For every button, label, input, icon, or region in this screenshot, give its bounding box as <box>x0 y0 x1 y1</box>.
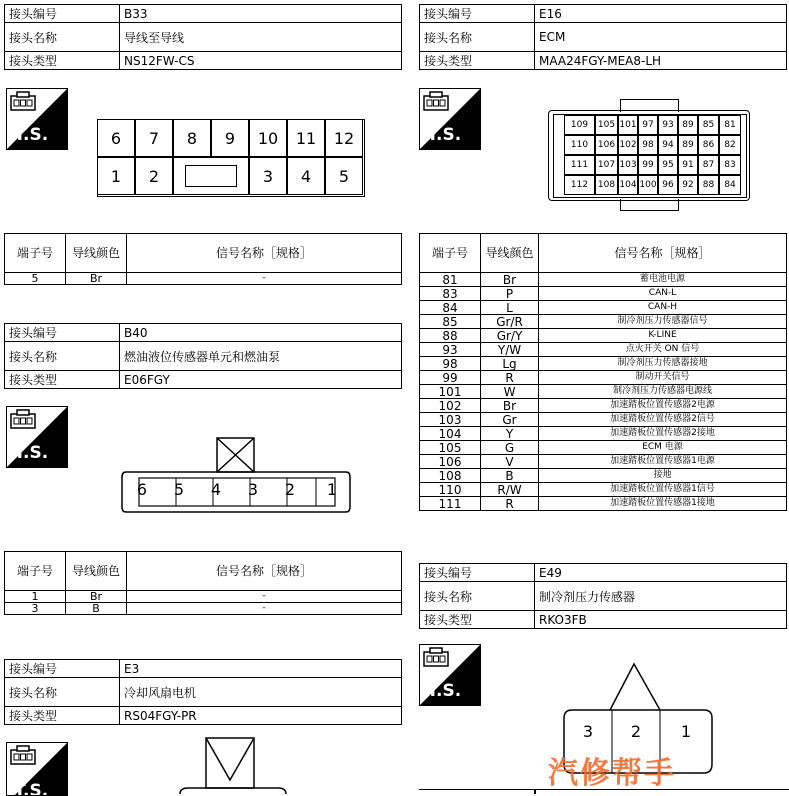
info-value: RKO3FB <box>535 611 787 629</box>
connector-pin-icon <box>10 91 36 111</box>
table-row: 99 R 制动开关信号 <box>420 371 787 385</box>
pin-cell: 83 <box>719 155 741 175</box>
pin-label: 3 <box>247 480 259 499</box>
ts-label: T.S. <box>427 681 462 701</box>
pin-cell: 94 <box>658 135 678 155</box>
terminal-side-icon <box>419 88 481 150</box>
pin-cell: 2 <box>135 157 173 195</box>
info-value: E3 <box>120 660 402 678</box>
info-label: 接头类型 <box>5 707 120 725</box>
table-row: 5 Br - <box>5 273 402 285</box>
info-label: 接头编号 <box>5 660 120 678</box>
signal-table-b40 <box>4 551 402 615</box>
terminal-side-icon <box>6 406 68 468</box>
table-row: 101 W 制冷剂压力传感器电源线 <box>420 385 787 399</box>
table-row: 81 Br 蓄电池电源 <box>420 273 787 287</box>
pin-cell: 97 <box>638 115 658 135</box>
watermark-logo <box>548 748 676 792</box>
connector-info-b40 <box>4 323 402 389</box>
col-header: 信号名称［规格］ <box>127 552 402 591</box>
connector-info-e49 <box>419 563 787 629</box>
pin-cell: 88 <box>698 175 719 195</box>
info-label: 接头编号 <box>5 324 120 342</box>
connector-info-b33 <box>4 4 402 70</box>
connector-pin-icon <box>423 647 449 667</box>
pin-cell: 92 <box>678 175 698 195</box>
info-label: 接头名称 <box>5 23 120 52</box>
pin-cell: 12 <box>325 119 363 157</box>
watermark-text: 汽修帮手 <box>548 756 676 791</box>
info-label: 接头类型 <box>420 611 535 629</box>
table-row: 93 Y/W 点火开关 ON 信号 <box>420 343 787 357</box>
table-row: 98 Lg 制冷剂压力传感器接地 <box>420 357 787 371</box>
pin-label: 4 <box>210 480 222 499</box>
connector-pin-icon <box>10 745 36 765</box>
table-row: 102 Br 加速踏板位置传感器2电源 <box>420 399 787 413</box>
info-value: B33 <box>120 5 402 23</box>
table-row: 84 L CAN-H <box>420 301 787 315</box>
info-value: RS04FGY-PR <box>120 707 402 725</box>
pin-cell: 87 <box>698 155 719 175</box>
connector-info-e3 <box>4 659 402 725</box>
info-label: 接头编号 <box>420 5 535 23</box>
pin-cell: 101 <box>618 115 638 135</box>
pin-cell: 89 <box>678 115 698 135</box>
pin-cell: 107 <box>595 155 618 175</box>
pin-cell: 104 <box>618 175 638 195</box>
table-row: 1 Br - <box>5 591 402 603</box>
table-row: 85 Gr/R 制冷剂压力传感器信号 <box>420 315 787 329</box>
pin-cell: 109 <box>564 115 595 135</box>
info-value: NS12FW-CS <box>120 52 402 70</box>
info-value: ECM <box>535 23 787 52</box>
info-label: 接头编号 <box>5 5 120 23</box>
pin-cell: 6 <box>97 119 135 157</box>
col-header: 导线颜色 <box>66 234 127 273</box>
pin-cell: 11 <box>287 119 325 157</box>
pin-cell: 8 <box>173 119 211 157</box>
pin-label: 6 <box>136 480 148 499</box>
connector-pin-icon <box>423 91 449 111</box>
pin-label: 3 <box>582 722 594 741</box>
info-label: 接头类型 <box>5 371 120 389</box>
info-value: 冷却风扇电机 <box>120 678 402 707</box>
pin-cell: 112 <box>564 175 595 195</box>
pin-cell: 3 <box>249 157 287 195</box>
pin-cell: 103 <box>618 155 638 175</box>
pin-cell: 89 <box>678 135 698 155</box>
pin-cell: 96 <box>658 175 678 195</box>
table-row: 3 B - <box>5 603 402 615</box>
pin-cell: 82 <box>719 135 741 155</box>
info-value: E06FGY <box>120 371 402 389</box>
pin-cell: 81 <box>719 115 741 135</box>
col-header: 端子号 <box>5 552 66 591</box>
info-value: 导线至导线 <box>120 23 402 52</box>
pin-cell: 111 <box>564 155 595 175</box>
pin-cell: 4 <box>287 157 325 195</box>
table-row: 104 Y 加速踏板位置传感器2接地 <box>420 427 787 441</box>
info-value: E49 <box>535 564 787 582</box>
pin-cell: 1 <box>97 157 135 195</box>
pin-label: 5 <box>173 480 185 499</box>
connector-pin-icon <box>10 409 36 429</box>
info-label: 接头名称 <box>5 342 120 371</box>
col-header: 端子号 <box>5 234 66 273</box>
pin-cell: 86 <box>698 135 719 155</box>
pin-cell: 9 <box>211 119 249 157</box>
col-header: 信号名称［规格］ <box>127 234 402 273</box>
table-row: 108 B 接地 <box>420 469 787 483</box>
info-label: 接头编号 <box>420 564 535 582</box>
pin-cell: 99 <box>638 155 658 175</box>
info-value: B40 <box>120 324 402 342</box>
lock-slot <box>173 157 249 195</box>
info-value: 制冷剂压力传感器 <box>535 582 787 611</box>
table-row: 103 Gr 加速踏板位置传感器2信号 <box>420 413 787 427</box>
ts-label: T.S. <box>14 781 49 796</box>
info-label: 接头类型 <box>420 52 535 70</box>
pin-cell: 7 <box>135 119 173 157</box>
pin-cell: 93 <box>658 115 678 135</box>
terminal-side-icon <box>419 644 481 706</box>
ts-label: T.S. <box>14 125 49 145</box>
info-label: 接头名称 <box>5 678 120 707</box>
pin-cell: 102 <box>618 135 638 155</box>
pin-cell: 85 <box>698 115 719 135</box>
pin-cell: 10 <box>249 119 287 157</box>
col-header: 端子号 <box>420 234 481 273</box>
col-header: 导线颜色 <box>66 552 127 591</box>
pin-cell: 108 <box>595 175 618 195</box>
pin-cell: 110 <box>564 135 595 155</box>
info-value: MAA24FGY-MEA8-LH <box>535 52 787 70</box>
pin-cell: 105 <box>595 115 618 135</box>
terminal-side-icon <box>6 742 68 796</box>
table-row: 83 P CAN-L <box>420 287 787 301</box>
signal-table-b33 <box>4 233 402 285</box>
table-row: 105 G ECM 电源 <box>420 441 787 455</box>
info-label: 接头名称 <box>420 23 535 52</box>
pin-cell: 98 <box>638 135 658 155</box>
ts-label: T.S. <box>427 125 462 145</box>
pin-cell: 106 <box>595 135 618 155</box>
pin-label: 1 <box>326 480 338 499</box>
connector-info-e16 <box>419 4 787 70</box>
info-label: 接头名称 <box>420 582 535 611</box>
pin-cell: 84 <box>719 175 741 195</box>
ts-label: T.S. <box>14 443 49 463</box>
pin-cell: 95 <box>658 155 678 175</box>
pin-cell: 100 <box>638 175 658 195</box>
pin-label: 2 <box>284 480 296 499</box>
pin-cell: 91 <box>678 155 698 175</box>
col-header: 信号名称［规格］ <box>539 234 787 273</box>
info-value: 燃油液位传感器单元和燃油泵 <box>120 342 402 371</box>
table-row: 106 V 加速踏板位置传感器1电源 <box>420 455 787 469</box>
pin-grid <box>564 115 746 195</box>
info-value: E16 <box>535 5 787 23</box>
signal-table-e16 <box>419 233 787 511</box>
table-row: 88 Gr/Y K-LINE <box>420 329 787 343</box>
col-header: 导线颜色 <box>481 234 539 273</box>
pin-label: 2 <box>630 722 642 741</box>
table-row: 111 R 加速踏板位置传感器1接地 <box>420 497 787 511</box>
info-label: 接头类型 <box>5 52 120 70</box>
pin-label: 1 <box>680 722 692 741</box>
pin-cell: 5 <box>325 157 363 195</box>
terminal-side-icon <box>6 88 68 150</box>
table-row: 110 R/W 加速踏板位置传感器1信号 <box>420 483 787 497</box>
